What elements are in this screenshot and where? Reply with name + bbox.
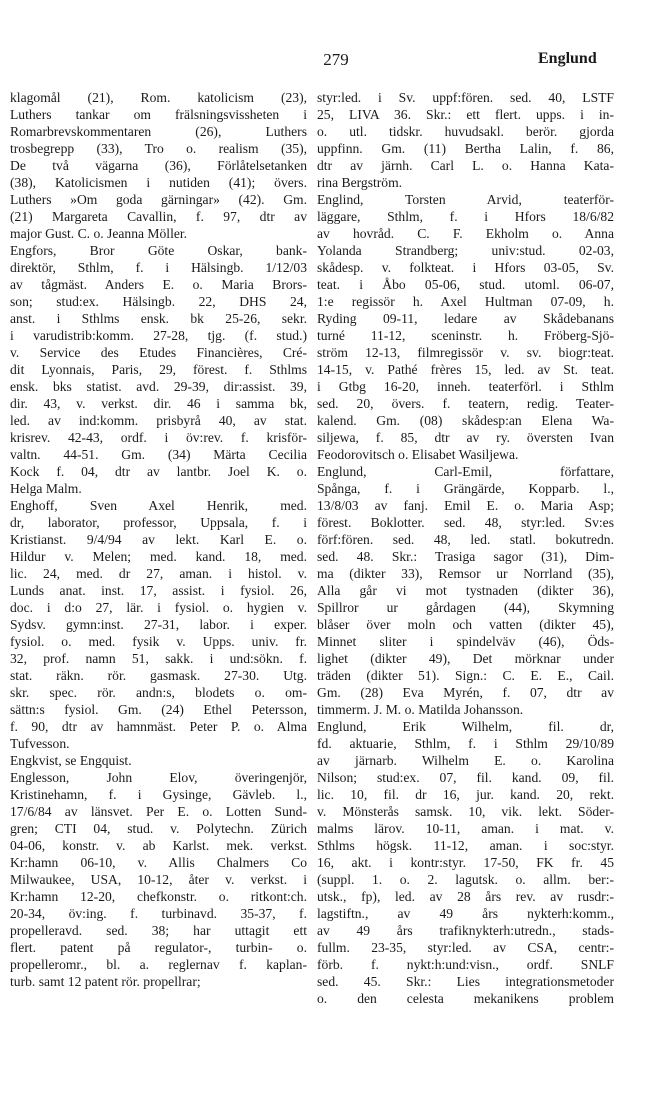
text-line: Feodorovitsch o. Elisabet Wasiljewa. — [317, 447, 519, 462]
text-line: förb. f. nykt:h:und:visn., ordf. SNLF — [317, 957, 614, 972]
text-line: Sydsv. gymn:inst. 27-31, labor. i exper. — [10, 617, 307, 632]
text-line: blåser över moln och vatten (dikter 45), — [317, 617, 614, 632]
text-line: 17/6/84 av länsvet. Per E. o. Lotten Sund- — [10, 804, 307, 819]
text-line: 1:e regissör h. Axel Hultman 07-09, h. — [317, 294, 614, 309]
text-line: skr. spec. rör. andn:s, blodets o. om- — [10, 685, 307, 700]
text-line: Englund, Carl-Emil, författare, — [317, 464, 614, 479]
text-line: (21) Margareta Cavallin, f. 97, dtr av — [10, 209, 307, 224]
text-line: Minnet sliter i spindelväv (46), Öds- — [317, 634, 614, 649]
text-line: Engkvist, se Engquist. — [10, 753, 132, 768]
text-line: son; stud:ex. Hälsingb. 22, DHS 24, — [10, 294, 307, 309]
text-line: Spillror ur gårdagen (44), Skymning — [317, 600, 614, 615]
text-line: (38), Katolicismen i nutiden (41); övers. — [10, 175, 307, 190]
text-line: Luthers »Om goda gärningar» (42). Gm. — [10, 192, 307, 207]
text-line: 16, akt. i kontr:styr. 17-50, FK fr. 45 — [317, 855, 614, 870]
text-line: av järnarb. Wilhelm E. o. Karolina — [317, 753, 614, 768]
text-line: träden (dikter 51). Sign.: C. E. E., Cail. — [317, 668, 614, 683]
text-line: Engfors, Bror Göte Oskar, bank- — [10, 243, 307, 258]
text-line: Milwaukee, USA, 10-12, åter v. verkst. i — [10, 872, 307, 887]
text-line: (suppl. 1. o. 2. lagutsk. o. allm. ber:- — [317, 872, 614, 887]
text-line: lic. 10, fil. dr 16, jur. kand. 20, rekt. — [317, 787, 614, 802]
text-line: Gm. (28) Eva Myrén, f. 07, dtr av — [317, 685, 614, 700]
text-line: fullm. 23-35, styr:led. av CSA, centr:- — [317, 940, 614, 955]
text-line: Kristianst. 9/4/94 av lekt. Karl E. o. — [10, 532, 307, 547]
text-line: f. 90, dtr av hamnmäst. Peter P. o. Alma — [10, 719, 307, 734]
text-line: av 49 års trafiknykterh:utredn., stads- — [317, 923, 614, 938]
text-line: dir. 43, v. verkst. dir. 46 i samma bk, — [10, 396, 307, 411]
text-line: ström 12-13, filmregissör v. sv. biogr:teat. — [317, 345, 614, 360]
left-column — [10, 89, 307, 990]
text-line: sed. 48. Skr.: Trasiga sagor (31), Dim- — [317, 549, 614, 564]
text-line: Enghoff, Sven Axel Henrik, med. — [10, 498, 307, 513]
text-line: lic. 24, med. dr 27, aman. i histol. v. — [10, 566, 307, 581]
text-line: Hildur v. Melen; med. kand. 18, med. — [10, 549, 307, 564]
text-line: 20-34, öv:ing. f. turbinavd. 35-37, f. — [10, 906, 307, 921]
text-line: timmerm. J. M. o. Matilda Johansson. — [317, 702, 524, 717]
text-line: turné 11-12, sceninstr. h. Fröberg-Sjö- — [317, 328, 614, 343]
text-line: 14-15, v. Pathé frères 15, led. av St. teat. — [317, 362, 614, 377]
text-line: läggare, Sthlm, f. i Hfors 18/6/82 — [317, 209, 614, 224]
text-line: v. Service des Etudes Financières, Cré- — [10, 345, 307, 360]
text-line: sättn:s fysiol. Gm. (24) Ethel Petersson, — [10, 702, 307, 717]
text-line: malms lärov. 10-11, aman. i mat. v. — [317, 821, 614, 836]
text-line: teat. i Åbo 05-06, stud. utoml. 06-07, — [317, 277, 614, 292]
text-line: sed. 45. Skr.: Lies integrationsmetoder — [317, 974, 614, 989]
text-line: dit Lyonnais, Paris, 29, förest. f. Sthlms — [10, 362, 307, 377]
text-line: utsk., fp), led. av 28 års rev. av rusdr:- — [317, 889, 614, 904]
text-line: stat. räkn. rör. gasmask. 27-30. Utg. — [10, 668, 307, 683]
text-line: krisrev. 42-43, ordf. i öv:rev. f. krisför- — [10, 430, 307, 445]
text-line: 32, prof. namn 51, sakk. i und:sökn. f. — [10, 651, 307, 666]
text-line: propelleravd. sed. 38; har uttagit ett — [10, 923, 307, 938]
text-line: av hovråd. C. F. Ekholm o. Anna — [317, 226, 614, 241]
text-line: i Gtbg 16-20, inneh. teaterförl. i Sthlm — [317, 379, 614, 394]
text-line: förest. Boklotter. sed. 48, styr:led. Sv:es — [317, 515, 614, 530]
text-line: klagomål (21), Rom. katolicism (23), — [10, 90, 307, 105]
text-line: Englund, Erik Wilhelm, fil. dr, — [317, 719, 614, 734]
text-line: Tufvesson. — [10, 736, 70, 751]
text-line: fd. aktuarie, Sthlm, f. i Sthlm 29/10/89 — [317, 736, 614, 751]
text-line: styr:led. i Sv. uppf:fören. sed. 40, LSTF — [317, 90, 614, 105]
text-line: Romarbrevskommentaren (26), Luthers — [10, 124, 307, 139]
text-line: ensk. bks statist. avd. 29-39, dir:assist. 39, — [10, 379, 307, 394]
text-line: Kock f. 04, dtr av lantbr. Joel K. o. — [10, 464, 307, 479]
text-line: anst. i Sthlms ensk. bk 25-26, sekr. — [10, 311, 307, 326]
text-line: skådesp. v. folkteat. i Hfors 03-05, Sv. — [317, 260, 614, 275]
text-line: led. av ind:komm. prisbyrå 40, av stat. — [10, 413, 307, 428]
text-line: dtr av järnh. Carl L. o. Hanna Kata- — [317, 158, 614, 173]
text-line: doc. i d:o 27, lär. i fysiol. o. hygien v. — [10, 600, 307, 615]
right-column — [317, 89, 614, 1007]
text-line: förf:fören. sed. 48, led. statl. bokutredn. — [317, 532, 614, 547]
text-line: turb. samt 12 patent rör. propellrar; — [10, 974, 201, 989]
text-line: major Gust. C. o. Jeanna Möller. — [10, 226, 188, 241]
text-line: o. utl. tidskr. huvudsakl. berör. gjorda — [317, 124, 614, 139]
text-line: Spånga, f. i Grängärde, Kopparb. l., — [317, 481, 614, 496]
text-line: lagstiftn., av 49 års nykterh:komm., — [317, 906, 614, 921]
text-line: propelleromr., bl. a. reglernav f. kaplan- — [10, 957, 307, 972]
text-line: 04-06, konstr. v. ab Karlst. mek. verkst. — [10, 838, 307, 853]
text-line: Lunds anat. inst. 17, assist. i fysiol. 26, — [10, 583, 307, 598]
text-line: Sthlms högsk. 11-12, aman. i soc:styr. — [317, 838, 614, 853]
text-line: kalend. Gm. (08) skådesp:an Elena Wa- — [317, 413, 614, 428]
text-line: sed. 20, övers. f. teatern, redig. Teater- — [317, 396, 614, 411]
page-number: 279 — [323, 50, 349, 69]
text-line: 13/8/03 av fanj. Emil E. o. Maria Asp; — [317, 498, 614, 513]
text-line: Luthers tankar om frälsningsvissheten i — [10, 107, 307, 122]
text-line: direktör, Sthlm, f. i Hälsingb. 1/12/03 — [10, 260, 307, 275]
text-line: av tågmäst. Anders E. o. Maria Brors- — [10, 277, 307, 292]
text-line: Kr:hamn 12-20, chefkonstr. o. ritkont:ch. — [10, 889, 307, 904]
text-line: flert. patent på regulator-, turbin- o. — [10, 940, 307, 955]
text-line: Englesson, John Elov, överingenjör, — [10, 770, 307, 785]
text-line: ma (dikter 33), Remsor ur Norrland (35), — [317, 566, 614, 581]
running-head: Englund — [538, 50, 597, 67]
text-line: gren; CTI 04, stud. v. Polytechn. Zürich — [10, 821, 307, 836]
text-line: Kristinehamn, f. i Gysinge, Gävleb. l., — [10, 787, 307, 802]
text-line: v. Mönsterås samsk. 10, vik. lekt. Söder- — [317, 804, 614, 819]
text-line: Englind, Torsten Arvid, teaterför- — [317, 192, 614, 207]
text-line: dr, laborator, professor, Uppsala, f. i — [10, 515, 307, 530]
text-line: Alla går vi mot tystnaden (dikter 36), — [317, 583, 614, 598]
text-line: i varudistrib:komm. 27-28, tjg. (f. stud.) — [10, 328, 307, 343]
text-line: Nilson; stud:ex. 07, fil. kand. 09, fil. — [317, 770, 614, 785]
text-line: trosbegrepp (33), Tro o. realism (35), — [10, 141, 307, 156]
text-line: fysiol. o. med. fysik v. Upps. univ. fr. — [10, 634, 307, 649]
text-line: De två vägarna (36), Förlåtelsetanken — [10, 158, 307, 173]
text-line: 25, LIVA 36. Skr.: ett flert. upps. i in- — [317, 107, 614, 122]
text-line: Yolanda Strandberg; univ:stud. 02-03, — [317, 243, 614, 258]
text-line: siljewa, f. 85, dtr av ry. översten Ivan — [317, 430, 614, 445]
text-line: Ryding 09-11, ledare av Skådebanans — [317, 311, 614, 326]
text-line: o. den celesta mekanikens problem — [317, 991, 614, 1006]
text-line: Helga Malm. — [10, 481, 82, 496]
text-line: rina Bergström. — [317, 175, 403, 190]
text-line: uppfinn. Gm. (11) Bertha Lalin, f. 86, — [317, 141, 614, 156]
text-line: Kr:hamn 06-10, v. Allis Chalmers Co — [10, 855, 307, 870]
text-line: valtn. 44-51. Gm. (34) Märta Cecilia — [10, 447, 307, 462]
text-line: lighet (dikter 49), Det mörknar under — [317, 651, 614, 666]
